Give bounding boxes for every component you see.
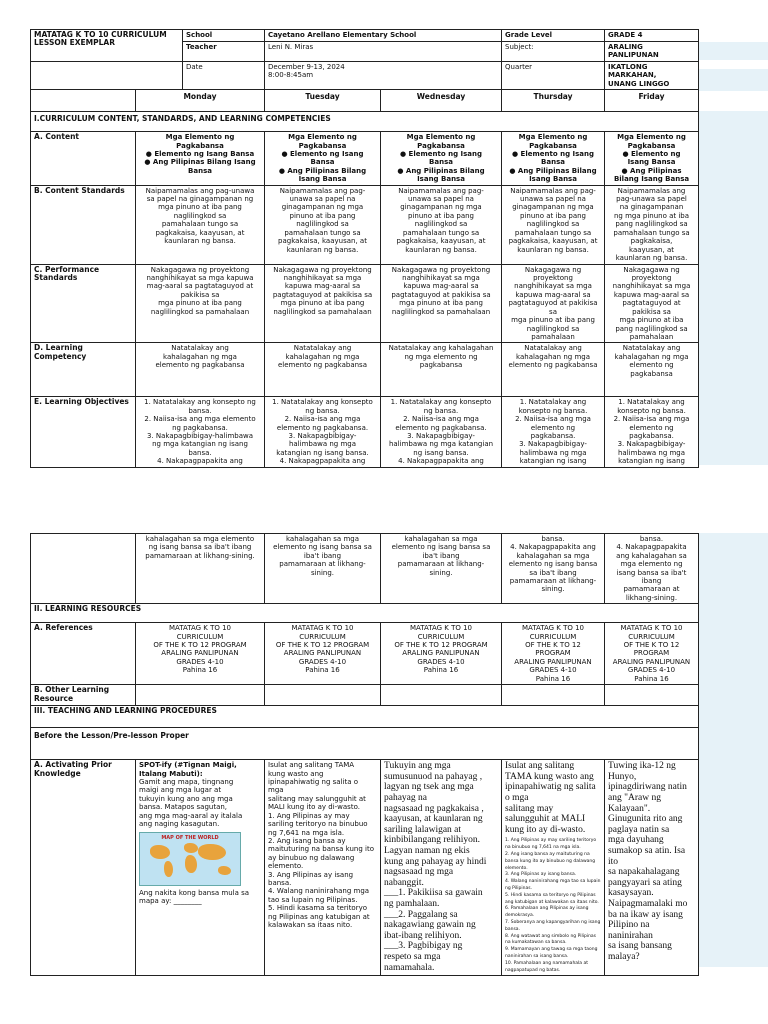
subject-label: Subject:: [502, 42, 605, 62]
content-wednesday: Mga Elemento ng Pagkabansa ● Elemento ng Isang Bansa ● Ang Pilipinas Bilang Isang Bansa: [381, 132, 502, 185]
blank-cell: [31, 534, 136, 604]
content-standards-thursday: Naipamamalas ang pag- unawa sa papel na ginagampanan ng mga pinuno at iba pang naglilingkod sa pamahalaan tungo sa pagkakaisa, kaayusan, at kaunlaran ng bansa.: [502, 185, 605, 264]
side-strip: [698, 42, 768, 60]
learning-competency-label: D. Learning Competency: [31, 343, 136, 397]
objectives-cont-monday: kahalagahan sa mga elemento ng isang bansa sa iba't ibang pamamaraan at likhang-sining.: [136, 534, 265, 604]
quiz-item: 1. Ang Pilipinas ay may sariling teritoryo na binubuo ng 7,641 na mga isla.: [505, 838, 597, 851]
before-lesson-heading: Before the Lesson/Pre-lesson Proper: [31, 728, 699, 760]
tuesday-item: 5. Hindi kasama sa teritoryo ng Pilipinas ang katubigan at kalawakan sa itaas nito.: [268, 904, 370, 929]
day-thursday: Thursday: [502, 90, 605, 112]
subject-value: ARALING PANLIPUNAN: [605, 42, 699, 62]
world-map-image: [139, 832, 241, 886]
references-thursday: MATATAG K TO 10 CURRICULUM OF THE K TO 12 PROGRAM ARALING PANLIPUNAN GRADES 4-10 Pahina 16: [502, 623, 605, 685]
day-friday: Friday: [605, 90, 699, 112]
blank-cell: [265, 685, 381, 706]
performance-standards-wednesday: Nakagagawa ng proyektong nanghihikayat sa mga kapuwa mag-aaral sa pagtataguyod at pakikisa sa mga pinuno at iba pang naglilingkod sa pamahalaan: [381, 264, 502, 343]
day-monday: Monday: [136, 90, 265, 112]
activating-monday: [136, 760, 265, 976]
objectives-friday: 1. Natatalakay ang konsepto ng bansa. 2. Naiisa-isa ang mga elemento ng pagkabansa. 3. Nakapagbibigay- halimbawa ng mga katangian ng isang: [605, 397, 699, 467]
activating-tuesday: [265, 760, 381, 976]
australia-shape: [218, 866, 231, 875]
map-answer-prompt: Ang nakita kong bansa mula sa mapa ay: ________: [139, 888, 250, 905]
quiz-item: 5. Hindi kasama sa teritoryo ng Pilipinas ang katubigan at kalawakan sa itaas nito.: [505, 892, 599, 905]
content-thursday: Mga Elemento ng Pagkabansa ● Elemento ng Isang Bansa ● Ang Pilipinas Bilang Isang Bansa: [502, 132, 605, 185]
objectives-wednesday: 1. Natatalakay ang konsepto ng bansa. 2. Naiisa-isa ang mga elemento ng pagkabansa. 3. Nakapagbibigay- halimbawa ng mga katangian ng isang bansa. 4. Nakapagpapakita ang: [381, 397, 502, 467]
blank-cell: [136, 685, 265, 706]
performance-standards-monday: Nakagagawa ng proyektong nanghihikayat sa mga kapuwa mag-aaral sa pagtataguyod at pakikisa sa mga pinuno at iba pang naglilingkod sa pamahalaan: [136, 264, 265, 343]
europe-shape: [184, 843, 198, 853]
lesson-table-top: [30, 29, 699, 468]
quiz-item: 9. Mamamayan ang tawag sa mga taong naninirahan sa isang bansa.: [505, 947, 598, 959]
activating-friday: Tuwing ika-12 ng Hunyo, ipinagdiriwang natin ang "Araw ng Kalayaan". Ginugunita rito ang paglaya natin sa mga dayuhang sumakop sa atin. Isa ito sa napakahalagang pangyayari sa ating kasaysayan. Naipagmamalaki mo ba na ikaw ay isang Pilipino na naninirahan sa isang bansang malaya?: [605, 760, 699, 976]
spotify-instructions: Gamit ang mapa, tingnang maigi ang mga lugar at tukuyin kung ano ang mga bansa. Matapos sagutan, ang mga mag-aaral ay italala ang naging kasagutan.: [139, 778, 243, 829]
content-tuesday: Mga Elemento ng Pagkabansa ● Elemento ng Isang Bansa ● Ang Pilipinas Bilang Isang Bansa: [265, 132, 381, 185]
grade-value: GRADE 4: [605, 30, 699, 42]
learning-objectives-label: E. Learning Objectives: [31, 397, 136, 467]
content-standards-monday: Naipamamalas ang pag-unawa sa papel na ginagampanan ng mga pinuno at iba pang naglilingkod sa pamahalaan tungo sa pagkakaisa, kaayusan, at kaunlaran ng bansa.: [136, 185, 265, 264]
references-label: A. References: [31, 623, 136, 685]
blank-cell: [31, 90, 136, 112]
thursday-instructions: Isulat ang salitang TAMA kung wasto ang ipinapahiwatig ng salita o mga salitang may salungguhit at MALI kung ito ay di-wasto.: [505, 761, 596, 835]
content-label: A. Content: [31, 132, 136, 185]
objectives-cont-friday: bansa. 4. Nakapagpapakita ang kahalagahan sa mga elemento ng isang bansa sa iba't ibang pamamaraan at likhang-sining.: [605, 534, 699, 604]
objectives-monday: 1. Natatalakay ang konsepto ng bansa. 2. Naiisa-isa ang mga elemento ng pagkabansa. 3. Nakapagbibigay-halimbawa ng mga katangian ng isang bansa. 4. Nakapagpapakita ang: [136, 397, 265, 467]
teacher-label: Teacher: [183, 42, 265, 62]
side-strip: [698, 69, 768, 91]
grade-label: Grade Level: [502, 30, 605, 42]
section-curriculum-heading: I.CURRICULUM CONTENT, STANDARDS, AND LEARNING COMPETENCIES: [31, 112, 699, 132]
content-friday: Mga Elemento ng Pagkabansa ● Elemento ng Isang Bansa ● Ang Pilipinas Bilang Isang Bansa: [605, 132, 699, 185]
quiz-item: 3. Ang Pilipinas ay isang bansa.: [505, 872, 577, 878]
performance-standards-friday: Nakagagawa ng proyektong nanghihikayat sa mga kapuwa mag-aaral sa pagtataguyod at pakikisa sa mga pinuno at iba pang naglilingkod sa pamahalaan: [605, 264, 699, 343]
blank-cell: [502, 685, 605, 706]
objectives-cont-wednesday: kahalagahan sa mga elemento ng isang bansa sa iba't ibang pamamaraan at likhang- sining.: [381, 534, 502, 604]
quiz-item: 2. Ang isang bansa ay maituturing na bansa kung ito ay binubuo ng dalawang elemento.: [505, 852, 596, 871]
objectives-cont-thursday: bansa. 4. Nakapagpapakita ang kahalagahan sa mga elemento ng isang bansa sa iba't ibang pamamaraan at likhang- sining.: [502, 534, 605, 604]
references-monday: MATATAG K TO 10 CURRICULUM OF THE K TO 12 PROGRAM ARALING PANLIPUNAN GRADES 4-10 Pahina 16: [136, 623, 265, 685]
side-strip: [698, 111, 768, 465]
objectives-cont-tuesday: kahalagahan sa mga elemento ng isang bansa sa iba't ibang pamamaraan at likhang- sining.: [265, 534, 381, 604]
day-tuesday: Tuesday: [265, 90, 381, 112]
quiz-item: 6. Pamahalaan ang Pilipinas ay isang demokrasya.: [505, 906, 589, 919]
blank-cell: [31, 62, 183, 90]
tuesday-item: 1. Ang Pilipinas ay may sariling teritoryo na binubuo ng 7,641 na mga isla.: [268, 811, 368, 837]
day-wednesday: Wednesday: [381, 90, 502, 112]
content-standards-label: B. Content Standards: [31, 185, 136, 264]
competency-tuesday: Natatalakay ang kahalagahan ng mga elemento ng pagkabansa: [265, 343, 381, 397]
competency-wednesday: Natatalakay ang kahalagahan ng mga elemento ng pagkabansa: [381, 343, 502, 397]
references-friday: MATATAG K TO 10 CURRICULUM OF THE K TO 12 PROGRAM ARALING PANLIPUNAN GRADES 4-10 Pahina 16: [605, 623, 699, 685]
quiz-item: 8. Ang watawat ang simbolo ng Pilipinas na kumakatawan sa bansa.: [505, 933, 597, 946]
references-wednesday: MATATAG K TO 10 CURRICULUM OF THE K TO 12 PROGRAM ARALING PANLIPUNAN GRADES 4-10 Pahina 16: [381, 623, 502, 685]
section-learning-resources: II. LEARNING RESOURCES: [31, 604, 699, 623]
spotify-title: SPOT-ify (#Tignan Maigi, Italang Mabuti):: [139, 761, 237, 778]
content-monday: Mga Elemento ng Pagkabansa ● Elemento ng Isang Bansa ● Ang Pilipinas Bilang Isang Bansa: [136, 132, 265, 185]
activating-wednesday: Tukuyin ang mga sumusunuod na pahayag , lagyan ng tsek ang mga pahayag na nagsasaad ng pagkakaisa , kaayusan, at kaunlaran ng sariling lalawigan at kinbibilangang relihiyon. Lagyan naman ng ekis kung ang pahayag ay hindi nagsasaad ng mga nabanggit. ___1. Pakikiisa sa gawain ng pamhalaan. ___2. Paggalang sa nakagawiang gawain ng ibat-ibang relihiyon. ___3. Pagbibigay ng respeto sa mga namamahala.: [381, 760, 502, 976]
curriculum-title: MATATAG K TO 10 CURRICULUM LESSON EXEMPLAR: [31, 30, 183, 62]
quiz-item: 7. Soberanya ang kapangyarihan ng isang bansa.: [505, 919, 601, 932]
content-standards-wednesday: Naipamamalas ang pag- unawa sa papel na ginagampanan ng mga pinuno at iba pang naglilingkod sa pamahalaan tungo sa pagkakaisa, kaayusan, at kaunlaran ng bansa.: [381, 185, 502, 264]
activating-thursday: [502, 760, 605, 976]
quiz-item: 10. Pamahalaan ang namamahala at nagpapatupad ng batas.: [505, 960, 589, 973]
quiz-item: 4. Walang naninirahang mga tao sa lupain ng Pilipinas.: [505, 879, 601, 891]
activating-label: A. Activating Prior Knowledge: [31, 760, 136, 976]
section-procedures: III. TEACHING AND LEARNING PROCEDURES: [31, 706, 699, 728]
school-label: School: [183, 30, 265, 42]
objectives-thursday: 1. Natatalakay ang konsepto ng bansa. 2. Naiisa-isa ang mga elemento ng pagkabansa. 3. Nakapagbibigay- halimbawa ng mga katangian ng isang: [502, 397, 605, 467]
performance-standards-tuesday: Nakagagawa ng proyektong nanghihikayat sa mga kapuwa mag-aaral sa pagtataguyod at pakikisa sa mga pinuno at iba pang naglilingkod sa pamahalaan: [265, 264, 381, 343]
other-resource-label: B. Other Learning Resource: [31, 685, 136, 706]
tuesday-item: 3. Ang Pilipinas ay isang bansa.: [268, 870, 354, 887]
date-label: Date: [183, 62, 265, 90]
africa-shape: [185, 855, 197, 873]
tuesday-instructions: Isulat ang salitang TAMA kung wasto ang ipinapahiwatig ng salita o mga salitang may salungguhit at MALI kung ito ay di-wasto.: [268, 761, 366, 812]
date-value: December 9-13, 2024 8:00-8:45am: [265, 62, 502, 90]
map-title: MAP OF THE WORLD: [161, 834, 219, 841]
lesson-table-bottom: [30, 533, 699, 976]
tuesday-item: 2. Ang isang bansa ay maituturing na bansa kung ito ay binubuo ng dalawang elemento.: [268, 836, 374, 871]
side-strip: [698, 533, 768, 967]
competency-thursday: Natatalakay ang kahalagahan ng mga elemento ng pagkabansa: [502, 343, 605, 397]
competency-friday: Natatalakay ang kahalagahan ng mga elemento ng pagkabansa: [605, 343, 699, 397]
thursday-quiz-image: [505, 838, 601, 974]
teacher-value: Leni N. Miras: [265, 42, 502, 62]
asia-shape: [198, 844, 226, 860]
content-standards-friday: Naipamamalas ang pag-unawa sa papel na ginagampanan ng mga pinuno at iba pang naglilingkod sa pamahalaan tungo sa pagkakaisa, kaayusan, at kaunlaran ng bansa.: [605, 185, 699, 264]
objectives-tuesday: 1. Natatalakay ang konsepto ng bansa. 2. Naiisa-isa ang mga elemento ng pagkabansa. 3. Nakapagbibigay- halimbawa ng mga katangian ng isang bansa. 4. Nakapagpapakita ang: [265, 397, 381, 467]
performance-standards-label: C. Performance Standards: [31, 264, 136, 343]
performance-standards-thursday: Nakagagawa ng proyektong nanghihikayat sa mga kapuwa mag-aaral sa pagtataguyod at pakikisa sa mga pinuno at iba pang naglilingkod sa pamahalaan: [502, 264, 605, 343]
school-value: Cayetano Arellano Elementary School: [265, 30, 502, 42]
content-standards-tuesday: Naipamamalas ang pag- unawa sa papel na ginagampanan ng mga pinuno at iba pang naglilingkod sa pamahalaan tungo sa pagkakaisa, kaayusan, at kaunlaran ng bansa.: [265, 185, 381, 264]
quarter-label: Quarter: [502, 62, 605, 90]
south-america-shape: [164, 861, 173, 877]
quarter-value: IKATLONG MARKAHAN, UNANG LINGGO: [605, 62, 699, 90]
blank-cell: [381, 685, 502, 706]
blank-cell: [605, 685, 699, 706]
north-america-shape: [150, 845, 170, 859]
tuesday-item: 4. Walang naninirahang mga tao sa lupain ng Pilipinas.: [268, 887, 370, 904]
references-tuesday: MATATAG K TO 10 CURRICULUM OF THE K TO 12 PROGRAM ARALING PANLIPUNAN GRADES 4-10 Pahina 16: [265, 623, 381, 685]
competency-monday: Natatalakay ang kahalagahan ng mga elemento ng pagkabansa: [136, 343, 265, 397]
